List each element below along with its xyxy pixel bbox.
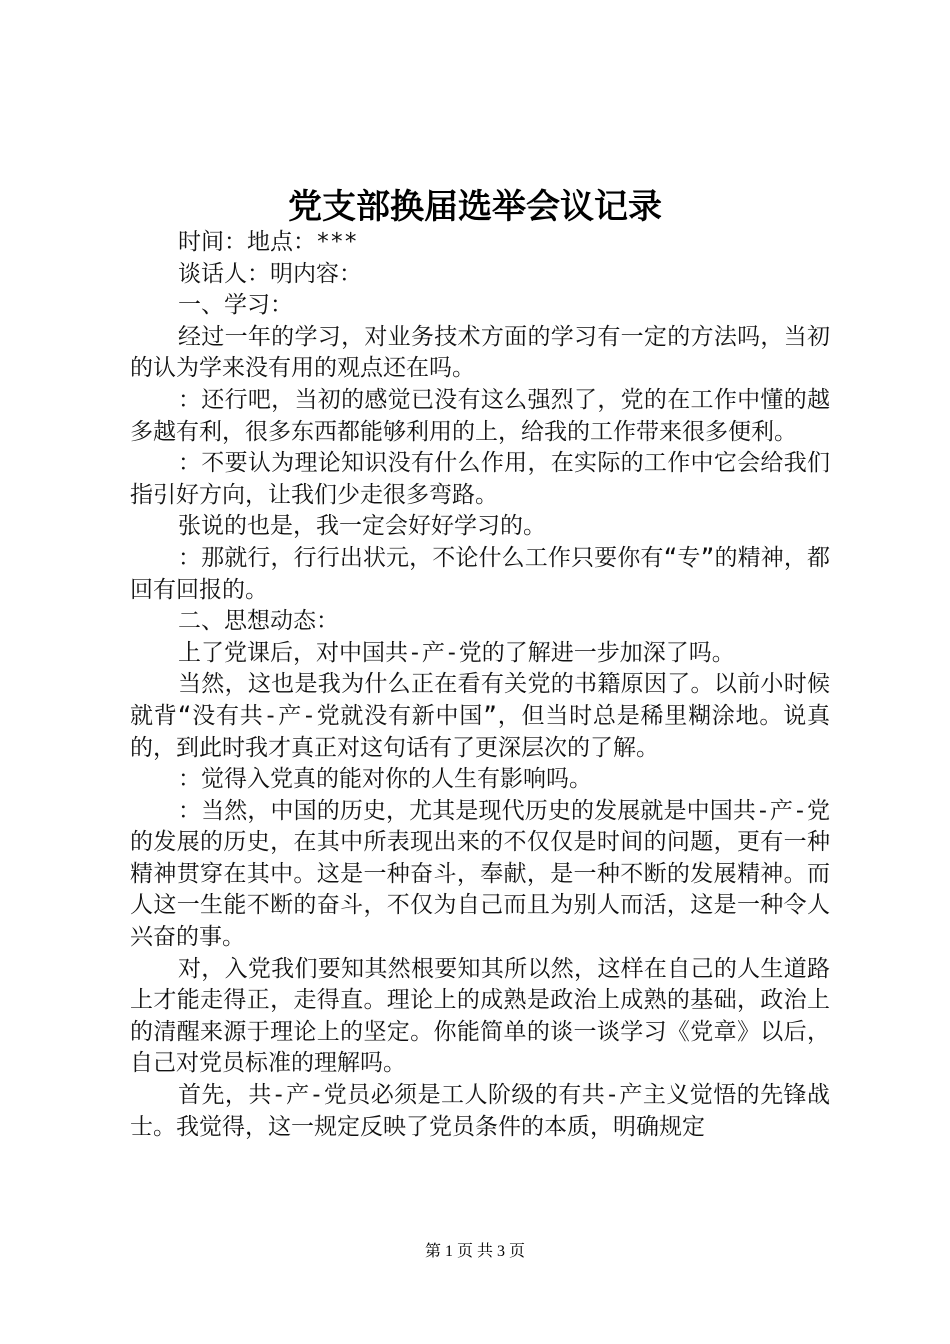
paragraph: ：当然，中国的历史，尤其是现代历史的发展就是中国共-产-党的发展的历史，在其中所表现出来的不仅仅是时间的问题，更有一种精神贯穿在其中。这是一种奋斗，奉献，是一种不断的发展精神。而人这一生能不断的奋斗，不仅为自己而且为别人而活，这是一种令人兴奋的事。 (130, 797, 830, 951)
paragraph: 经过一年的学习，对业务技术方面的学习有一定的方法吗，当初的认为学来没有用的观点还在吗。 (130, 323, 830, 382)
paragraph: 时间：地点：*** (178, 229, 358, 255)
paragraph: ：觉得入党真的能对你的人生有影响吗。 (178, 766, 592, 793)
document-title: 党支部换届选举会议记录 (288, 187, 662, 227)
paragraph: 对，入党我们要知其然根要知其所以然，这样在自己的人生道路上才能走得正，走得直。理论上的成熟是政治上成熟的基础，政治上的清醒来源于理论上的坚定。你能简单的谈一谈学习《党章》以后，自己对党员标准的理解吗。 (130, 955, 830, 1077)
paragraph: 二、思想动态： (178, 608, 339, 635)
paragraph: 首先，共-产-党员必须是工人阶级的有共-产主义觉悟的先锋战士。我觉得，这一规定反映了党员条件的本质，明确规定 (130, 1082, 830, 1140)
paragraph: 张说的也是，我一定会好好学习的。 (178, 513, 546, 540)
paragraph: ：还行吧，当初的感觉已没有这么强烈了，党的在工作中懂的越多越有利，很多东西都能够利用的上，给我的工作带来很多便利。 (130, 386, 830, 445)
paragraph: ：不要认为理论知识没有什么作用，在实际的工作中它会给我们指引好方向，让我们少走很多弯路。 (130, 450, 830, 508)
page-footer: 第 1 页 共 3 页 (424, 1243, 525, 1260)
paragraph: 当然，这也是我为什么正在看有关党的书籍原因了。以前小时候就背“没有共-产-党就没有新中国”，但当时总是稀里糊涂地。说真的，到此时我才真正对这句话有了更深层次的了解。 (130, 671, 830, 761)
paragraph: 谈话人：明内容： (178, 260, 362, 287)
paragraph: 一、学习： (178, 292, 293, 319)
paragraph: ：那就行，行行出状元，不论什么工作只要你有“专”的精神，都回有回报的。 (130, 544, 830, 603)
paragraph: 上了党课后，对中国共-产-党的了解进一步加深了吗。 (178, 639, 735, 666)
document-body (130, 227, 830, 1143)
